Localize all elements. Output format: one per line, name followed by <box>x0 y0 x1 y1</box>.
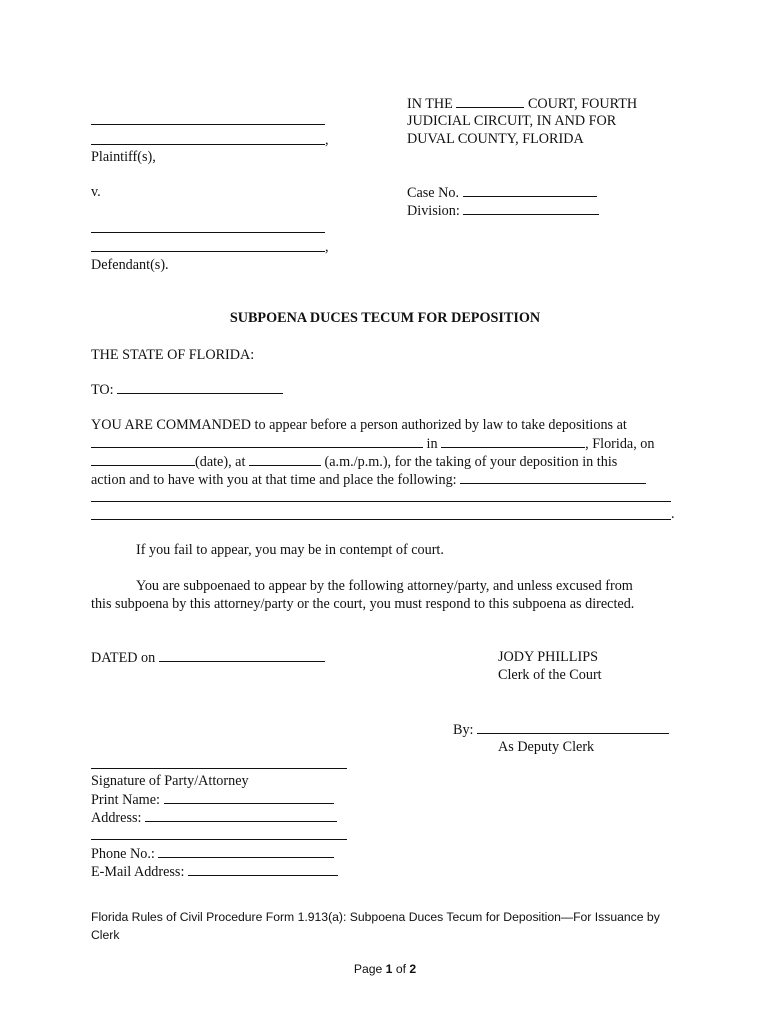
defendant-label: Defendant(s). <box>91 257 169 273</box>
items-period: . <box>671 506 675 522</box>
subpoenaed-paragraph-line2: this subpoena by this attorney/party or the court, you must respond to this subpoena as directed. <box>91 596 635 612</box>
form-title: SUBPOENA DUCES TECUM FOR DEPOSITION <box>229 310 541 326</box>
clerk-title: Clerk of the Court <box>498 667 602 683</box>
to-row: TO: <box>91 380 283 399</box>
address-row: Address: <box>91 808 337 827</box>
signature-label: Signature of Party/Attorney <box>91 773 249 789</box>
email-field[interactable] <box>188 862 338 876</box>
email-row: E-Mail Address: <box>91 862 338 881</box>
plaintiff-blank-line1[interactable] <box>91 124 325 125</box>
case-number-field[interactable] <box>463 183 597 197</box>
items-field-line1[interactable] <box>460 470 646 484</box>
location-field[interactable] <box>91 434 423 448</box>
dated-field[interactable] <box>159 648 325 662</box>
defendant-comma: , <box>325 239 329 255</box>
attorney-signature-line[interactable] <box>91 768 347 769</box>
address-field-line1[interactable] <box>145 808 337 822</box>
page-number: Page 1 of 2 <box>353 962 417 976</box>
subpoenaed-paragraph-line1: You are subpoenaed to appear by the following attorney/party, and unless excused from <box>136 578 633 594</box>
division-field[interactable] <box>463 201 599 215</box>
address-field-line2[interactable] <box>91 839 347 840</box>
print-name-field[interactable] <box>164 790 334 804</box>
deputy-signature-field[interactable] <box>477 720 669 734</box>
case-number-row: Case No. <box>407 183 597 202</box>
versus-label: v. <box>91 184 101 200</box>
date-field[interactable] <box>91 452 195 466</box>
plaintiff-comma: , <box>325 132 329 148</box>
command-line3: (date), at (a.m./p.m.), for the taking of your deposition in this <box>91 452 617 471</box>
phone-row: Phone No.: <box>91 844 334 863</box>
by-row: By: <box>453 720 669 739</box>
to-field[interactable] <box>117 380 283 394</box>
form-reference-line1: Florida Rules of Civil Procedure Form 1.913(a): Subpoena Duces Tecum for Deposition—For Issuance by <box>91 910 660 924</box>
items-field-line2[interactable] <box>91 501 671 502</box>
plaintiff-label: Plaintiff(s), <box>91 149 156 165</box>
contempt-paragraph: If you fail to appear, you may be in contempt of court. <box>136 542 444 558</box>
command-line4: action and to have with you at that time and place the following: <box>91 470 646 489</box>
command-line1: YOU ARE COMMANDED to appear before a person authorized by law to take depositions at <box>91 417 627 433</box>
items-field-line3[interactable] <box>91 519 671 520</box>
command-line2: in , Florida, on <box>91 434 655 453</box>
time-field[interactable] <box>249 452 321 466</box>
defendant-blank-line1[interactable] <box>91 232 325 233</box>
clerk-name: JODY PHILLIPS <box>498 649 598 665</box>
court-header-line2: JUDICIAL CIRCUIT, IN AND FOR <box>407 113 617 129</box>
city-field[interactable] <box>441 434 585 448</box>
dated-row: DATED on <box>91 648 325 667</box>
division-row: Division: <box>407 201 599 220</box>
state-line: THE STATE OF FLORIDA: <box>91 347 255 363</box>
form-reference-line2: Clerk <box>91 928 120 942</box>
defendant-blank-line2[interactable] <box>91 251 325 252</box>
court-header-line1: IN THE COURT, FOURTH <box>407 96 638 112</box>
print-name-row: Print Name: <box>91 790 334 809</box>
court-header-line3: DUVAL COUNTY, FLORIDA <box>407 131 584 147</box>
court-name-blank[interactable] <box>456 94 524 108</box>
phone-field[interactable] <box>158 844 334 858</box>
plaintiff-blank-line2[interactable] <box>91 144 325 145</box>
deputy-clerk-label: As Deputy Clerk <box>498 739 595 755</box>
